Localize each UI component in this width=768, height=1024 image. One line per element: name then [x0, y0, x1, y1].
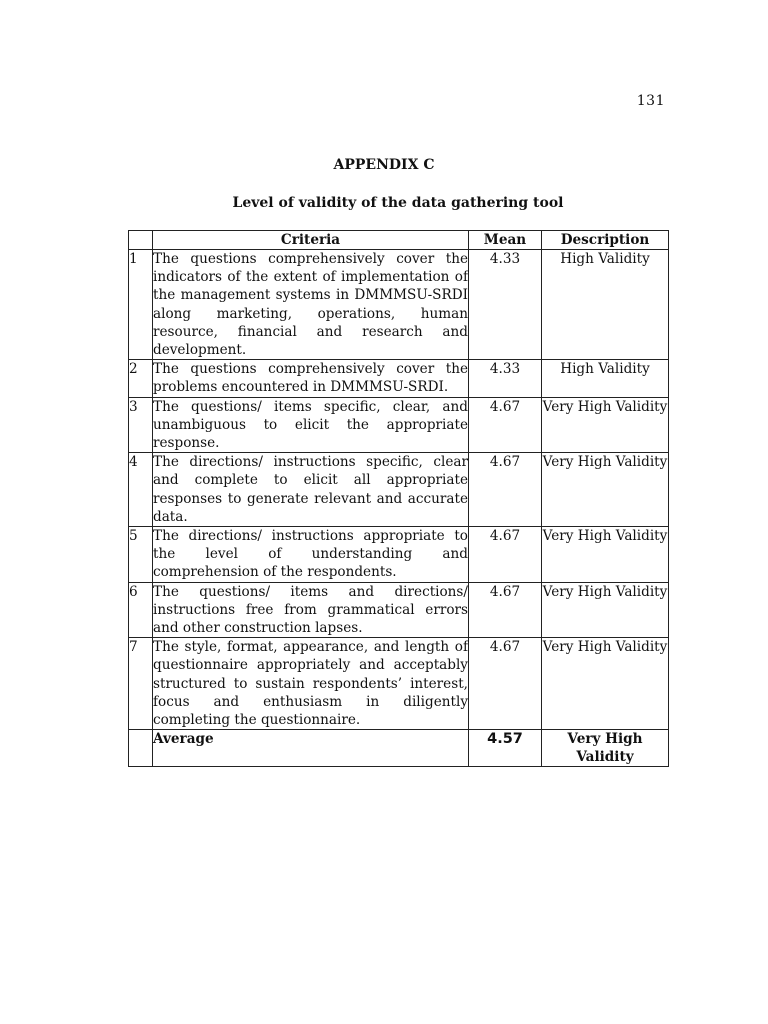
row-mean: 4.67	[469, 527, 542, 583]
table-row	[129, 582, 669, 638]
row-mean: 4.67	[469, 582, 542, 638]
row-description: High Validity	[542, 250, 669, 360]
row-criteria: The style, format, appearance, and length of questionnaire appropriately and acceptably structured to sustain respondents’ interest, focus and enthusiasm in diligently completing the questionnaire.	[153, 639, 468, 729]
row-number: 7	[129, 638, 153, 730]
header-mean: Mean	[469, 231, 542, 250]
row-mean: 4.33	[469, 250, 542, 360]
page-number: 131	[636, 93, 665, 109]
average-description: Very High Validity	[542, 730, 669, 767]
row-criteria: The directions/ instructions specific, clear and complete to elicit all appropriate responses to generate relevant and accurate data.	[153, 454, 468, 525]
row-criteria: The directions/ instructions appropriate to the level of understanding and comprehension of the respondents.	[153, 528, 468, 581]
appendix-title: APPENDIX C	[333, 157, 435, 173]
average-mean: 4.57	[469, 730, 542, 767]
header-number	[129, 231, 153, 250]
row-description: Very High Validity	[542, 527, 669, 583]
row-description: Very High Validity	[542, 397, 669, 453]
row-description: Very High Validity	[542, 453, 669, 527]
row-criteria: The questions/ items and directions/ instructions free from grammatical errors and other construction lapses.	[153, 583, 468, 637]
table-row	[129, 397, 669, 453]
table-row	[129, 250, 669, 360]
table-header-row	[129, 231, 669, 250]
row-mean: 4.67	[469, 638, 542, 730]
header-criteria: Criteria	[153, 231, 469, 250]
table-row	[129, 638, 669, 730]
validity-table	[128, 230, 669, 767]
table-row	[129, 360, 669, 397]
row-criteria: The questions comprehensively cover the problems encountered in DMMMSU-SRDI.	[153, 361, 468, 396]
average-number-cell	[129, 730, 153, 767]
row-mean: 4.33	[469, 360, 542, 397]
row-description: High Validity	[542, 360, 669, 397]
row-number: 2	[129, 360, 153, 397]
row-number: 3	[129, 397, 153, 453]
row-number: 1	[129, 250, 153, 360]
row-criteria: The questions comprehensively cover the indicators of the extent of implementation of the management systems in DMMMSU-SRDI along marketing, operations, human resource, financial and research and development.	[153, 251, 468, 359]
table-row	[129, 527, 669, 583]
table-caption: Level of validity of the data gathering tool	[232, 195, 564, 211]
average-label: Average	[153, 730, 469, 767]
row-description: Very High Validity	[542, 582, 669, 638]
average-row	[129, 730, 669, 767]
table-row	[129, 453, 669, 527]
row-number: 4	[129, 453, 153, 527]
row-mean: 4.67	[469, 397, 542, 453]
row-criteria: The questions/ items specific, clear, and unambiguous to elicit the appropriate response.	[153, 398, 468, 452]
row-description: Very High Validity	[542, 638, 669, 730]
row-number: 6	[129, 582, 153, 638]
row-number: 5	[129, 527, 153, 583]
header-description: Description	[542, 231, 669, 250]
row-mean: 4.67	[469, 453, 542, 527]
